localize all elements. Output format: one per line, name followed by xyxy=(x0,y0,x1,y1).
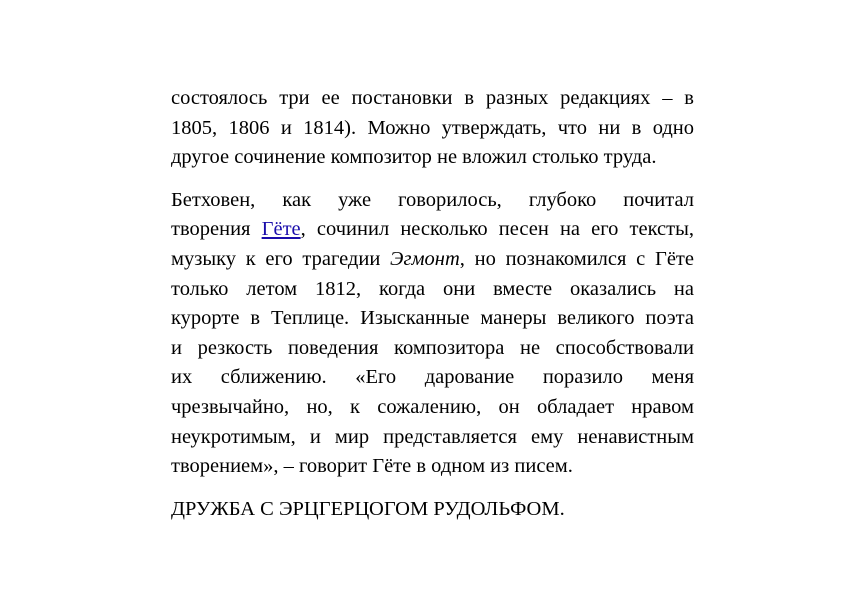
paragraph-line: творением», – говорит Гёте в одном из писем. xyxy=(171,455,573,478)
section-heading: ДРУЖБА С ЭРЦГЕРЦОГОМ РУДОЛЬФОМ. xyxy=(171,497,565,520)
paragraph-line: состоялось три ее постановки в разных редакциях – в xyxy=(171,87,694,109)
paragraph-line: 1805, 1806 и 1814). Можно утверждать, что ни в одно xyxy=(171,116,694,139)
paragraph-1 xyxy=(171,84,694,173)
italic-title: Эгмонт xyxy=(390,247,460,270)
paragraph-line: их сближению. «Его дарование поразило меня xyxy=(171,366,694,389)
paragraph-line: и резкость поведения композитора не способствовали xyxy=(171,336,694,359)
paragraph-spacer xyxy=(171,173,694,186)
paragraph-line: только летом 1812, когда они вместе оказались на xyxy=(171,277,694,300)
paragraph-2 xyxy=(171,186,694,482)
text-run: , но познакомился с Гёте xyxy=(459,247,694,270)
paragraph-line: курорте в Теплице. Изысканные манеры великого поэта xyxy=(171,307,694,330)
paragraph-line: неукротимым, и мир представляется ему ненавистным xyxy=(171,425,694,448)
paragraph-line xyxy=(171,245,694,275)
paragraph-spacer xyxy=(171,482,694,495)
text-run: , сочинил несколько песен на его тексты, xyxy=(300,218,695,241)
paragraph-line: Бетховен, как уже говорилось, глубоко почитал xyxy=(171,188,694,211)
text-column xyxy=(171,84,694,524)
goethe-link[interactable]: Гёте xyxy=(261,218,301,241)
paragraph-line: другое сочинение композитор не вложил столько труда. xyxy=(171,146,657,169)
text-run: творения xyxy=(171,218,262,241)
paragraph-line: чрезвычайно, но, к сожалению, он обладает нравом xyxy=(171,395,694,418)
text-run: музыку к его трагедии xyxy=(171,247,391,270)
paragraph-line xyxy=(171,215,694,245)
